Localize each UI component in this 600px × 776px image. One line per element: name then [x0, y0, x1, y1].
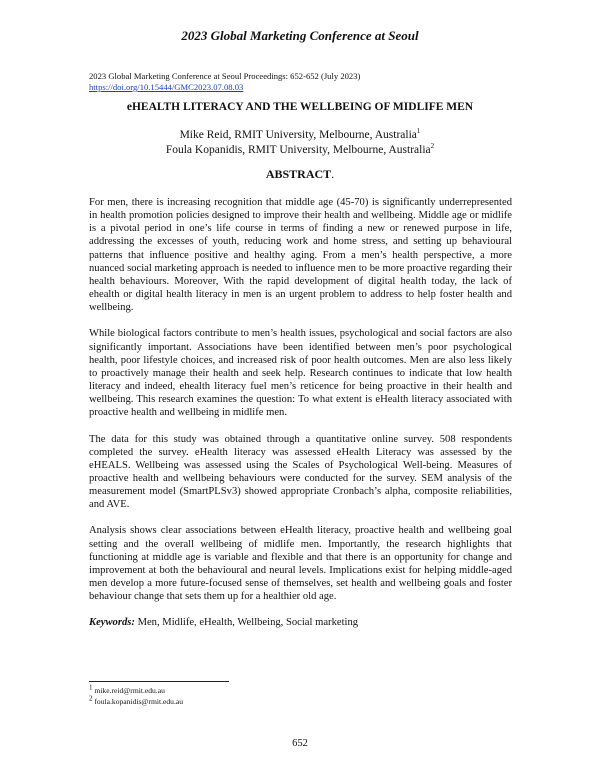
footnote-marker: 2 — [89, 693, 93, 702]
footnote-email: mike.reid@rmit.edu.au — [94, 686, 165, 695]
abstract-paragraph: While biological factors contribute to men’s health issues, psychological and social factors are also significantly important. Associations have been identified between men’s poor psychological health, poor lifestyle choices, and increased risk of poor health outcomes. Men are also less likely to proactively manage their health and seek help. Research continues to indicate that low health literacy and indeed, ehealth literacy fuel men’s reticence for being proactive in their health and wellbeing. This research examines the question: To what extent is eHealth literacy associated with proactive health and wellbeing in midlife men. — [89, 328, 512, 419]
footnote-marker: 1 — [89, 683, 93, 692]
abstract-heading-text: ABSTRACT — [265, 167, 332, 181]
footnote-email: foula.kopanidis@rmit.edu.au — [94, 696, 184, 706]
author-name: Foula Kopanidis, RMIT University, Melbourne, Australia — [165, 144, 431, 156]
footnote — [89, 693, 184, 708]
abstract-paragraph: The data for this study was obtained through a quantitative online survey. 508 respondents completed the survey. eHealth literacy was assessed eHealth Literacy was assessed by the eHEALS. Wellbeing was assessed using the Scales of Psychological Well-being. Measures of proactive health and wellbeing behaviours were conducted for the survey. SEM analysis of the measurement model (SmartPLSv3) showed appropriate Cronbach’s alpha, composite reliabilities, and AVE. — [89, 433, 512, 511]
keywords-label: Keywords: — [89, 617, 135, 629]
abstract-paragraph: For men, there is increasing recognition that middle age (45-70) is significantly underrepresented in health promotion policies designed to improve their health and wellbeing. Middle age or midlife is a pivotal period in one’s life course in terms of finding a new or renewed purpose in life, addressing the excesses of youth, reducing work and home stress, and setting up behavioural patterns that influence positive and healthy aging. From a men’s health perspective, a more nuanced social marketing approach is needed to influence men to be more proactive regarding their health behaviours. Moreover, With the rapid development of digital health today, the lack of ehealth or digital health literacy in men is an urgent problem to address to help foster health and wellbeing. — [89, 197, 512, 314]
abstract-body — [89, 196, 512, 630]
footnotes — [89, 683, 184, 707]
author-line — [0, 143, 600, 158]
page-number: 652 — [292, 738, 308, 749]
abstract-paragraph: Analysis shows clear associations between eHealth literacy, proactive health and wellbeing goal setting and the overall wellbeing of midlife men. Importantly, the research highlights that functioning at middle age is variable and flexible and that there is an opportunity for change and improvement at both the behavioural and neural levels. Implications exist for helping middle-aged men develop a more future-focused sense of themselves, set health and wellbeing goals and foster behaviour change that sets them up for a healthier old age. — [89, 525, 512, 603]
abstract-heading-period: . — [331, 167, 335, 181]
abstract-heading — [0, 167, 600, 182]
proceedings-info — [89, 71, 360, 93]
doi-link[interactable]: https://doi.org/10.15444/GMC2023.07.08.03 — [89, 82, 244, 92]
keywords-list: Men, Midlife, eHealth, Wellbeing, Social marketing — [137, 617, 359, 629]
keywords-line — [89, 616, 512, 629]
paper-title: eHEALTH LITERACY AND THE WELLBEING OF MIDLIFE MEN — [126, 101, 474, 113]
author-line — [0, 128, 600, 143]
author-footnote-marker: 1 — [416, 127, 421, 136]
conference-header: 2023 Global Marketing Conference at Seoul — [181, 28, 419, 43]
author-footnote-marker: 2 — [430, 142, 435, 151]
author-list — [0, 128, 600, 158]
author-name: Mike Reid, RMIT University, Melbourne, Australia — [179, 129, 417, 141]
footnote — [89, 683, 183, 697]
footnote-divider — [89, 681, 229, 682]
proceedings-citation: 2023 Global Marketing Conference at Seoul Proceedings: 652-652 (July 2023) — [89, 71, 361, 81]
